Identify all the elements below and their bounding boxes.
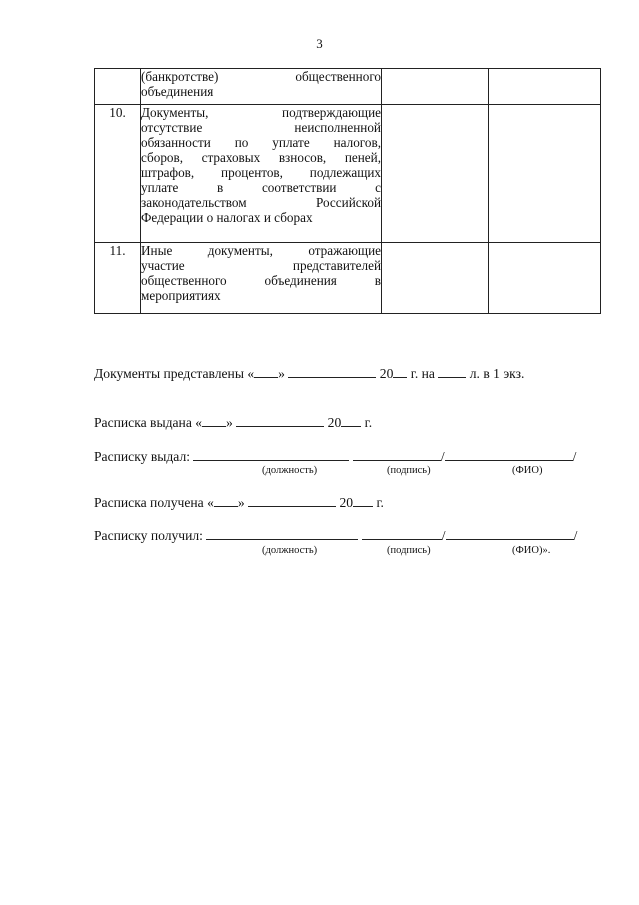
position-caption: (должность) — [262, 465, 318, 476]
day-blank[interactable] — [214, 495, 238, 507]
table-row — [95, 69, 601, 105]
desc-line: общественного объединения в — [141, 273, 381, 288]
position-blank[interactable] — [193, 449, 349, 461]
year-blank[interactable] — [341, 415, 361, 427]
receipt-received-prefix: Расписка получена « — [94, 495, 214, 510]
position-blank[interactable] — [206, 528, 358, 540]
row-description — [141, 105, 382, 243]
desc-line: мероприятиях — [141, 288, 221, 303]
empty-cell — [382, 105, 489, 243]
receipt-receiver-line — [94, 528, 577, 544]
empty-cell — [489, 243, 601, 314]
month-blank[interactable] — [236, 415, 324, 427]
desc-line: штрафов, процентов, подлежащих — [141, 165, 381, 180]
row-number: 10. — [95, 105, 141, 243]
documents-presented-line — [94, 366, 524, 382]
sheets-blank[interactable] — [438, 366, 466, 378]
desc-line: сборов, страховых взносов, пеней, — [141, 150, 381, 165]
desc-line: (банкротстве) общественного — [141, 69, 381, 84]
day-blank[interactable] — [202, 415, 226, 427]
month-blank[interactable] — [248, 495, 336, 507]
receipt-issued-line — [94, 415, 372, 431]
row-description — [141, 69, 382, 105]
quote-close: » — [278, 366, 285, 381]
empty-cell — [382, 69, 489, 105]
desc-line: обязанности по уплате налогов, — [141, 135, 381, 150]
receipt-received-line — [94, 495, 384, 511]
receiver-label: Расписку получил: — [94, 528, 203, 543]
signature-caption: (подпись) — [387, 465, 431, 476]
position-caption: (должность) — [262, 545, 318, 556]
row-number: 11. — [95, 243, 141, 314]
year-prefix: 20 — [339, 495, 354, 510]
slash: / — [441, 528, 446, 543]
signature-blank[interactable] — [362, 528, 442, 540]
desc-line: отсутствие неисполненной — [141, 120, 381, 135]
row-description — [141, 243, 382, 314]
empty-cell — [489, 105, 601, 243]
name-blank[interactable] — [446, 528, 574, 540]
quote-close: » — [226, 415, 233, 430]
slash: / — [573, 528, 578, 543]
name-blank[interactable] — [445, 449, 573, 461]
desc-line: законодательством Российской — [141, 195, 381, 210]
signature-caption: (подпись) — [387, 545, 431, 556]
issuer-label: Расписку выдал: — [94, 449, 190, 464]
year-blank[interactable] — [393, 366, 407, 378]
receipt-issuer-line: Расписку выдал: / / — [94, 449, 577, 464]
sheets-suffix: л. в 1 экз. — [469, 366, 525, 381]
year-suffix: г. на — [410, 366, 435, 381]
desc-line: Федерации о налогах и сборах — [141, 210, 313, 225]
signature-blank[interactable] — [353, 449, 441, 461]
receipt-issued-prefix: Расписка выдана « — [94, 415, 203, 430]
year-prefix: 20 — [379, 366, 394, 381]
name-caption: (ФИО) — [512, 465, 543, 476]
row-number — [95, 69, 141, 105]
desc-line: участие представителей — [141, 258, 381, 273]
year-blank[interactable] — [353, 495, 373, 507]
quote-close: » — [237, 495, 245, 510]
name-caption: (ФИО)». — [512, 545, 551, 556]
day-blank[interactable] — [254, 366, 278, 378]
desc-line: Документы, подтверждающие — [141, 105, 381, 120]
empty-cell — [489, 69, 601, 105]
table-row — [95, 243, 601, 314]
desc-line: уплате в соответствии с — [141, 180, 381, 195]
empty-cell — [382, 243, 489, 314]
month-blank[interactable] — [288, 366, 376, 378]
year-suffix: г. — [376, 495, 384, 510]
table-row — [95, 105, 601, 243]
year-suffix: г. — [364, 415, 373, 430]
documents-table — [94, 68, 601, 314]
desc-line: Иные документы, отражающие — [141, 243, 381, 258]
year-prefix: 20 — [327, 415, 342, 430]
documents-prefix: Документы представлены « — [94, 366, 255, 381]
page-number: 3 — [316, 36, 323, 51]
desc-line: объединения — [141, 84, 214, 99]
